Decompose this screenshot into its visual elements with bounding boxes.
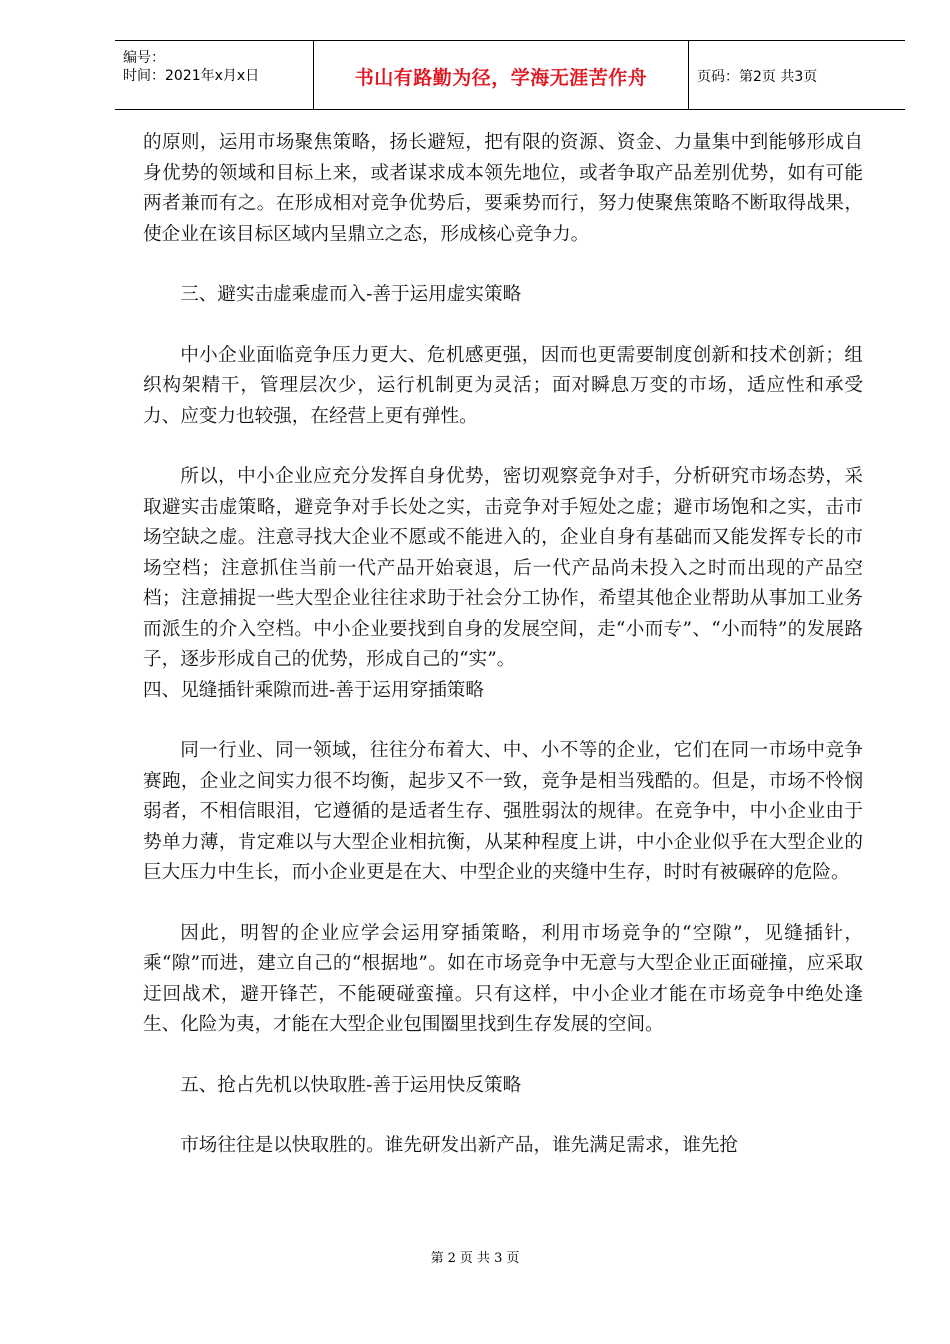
section-heading-3: 三、避实击虚乘虚而入-善于运用虚实策略 xyxy=(180,284,522,305)
page-footer xyxy=(0,1247,950,1266)
paragraph-1: 的原则，运用市场聚焦策略，扬长避短，把有限的资源、资金、力量集中到能够形成自身优势的领域和目标上来，或者谋求成本领先地位，或者争取产品差别优势，如有可能两者兼而有之。在形成相对竞争优势后，要乘势而行，努力使聚焦策略不断取得战果，使企业在该目标区域内呈鼎立之态，形成核心竞争力。 xyxy=(143,132,863,245)
paragraph-5: 因此，明智的企业应学会运用穿插策略，利用市场竞争的“空隙”，见缝插针，乘“隙”而进，建立自己的“根据地”。如在市场竞争中无意与大型企业正面碰撞，应采取迂回战术，避开锋芒，不能硬碰蛮撞。只有这样，中小企业才能在市场竞争中绝处逢生、化险为夷，才能在大型企业包围圈里找到生存发展的空间。 xyxy=(143,922,863,1035)
footer-total-pages: 3 xyxy=(494,1251,503,1266)
section-heading-5: 五、抢占先机以快取胜-善于运用快反策略 xyxy=(180,1074,522,1096)
paragraph-6: 市场往往是以快取胜的。谁先研发出新产品，谁先满足需求，谁先抢 xyxy=(180,1135,739,1156)
header-page-cell xyxy=(689,41,905,109)
footer-mid: 页 共 xyxy=(459,1251,491,1266)
header-motto: 书山有路勤为径，学海无涯苦作舟 xyxy=(354,67,648,89)
document-number-label: 编号： xyxy=(123,50,165,66)
footer-suffix: 页 xyxy=(506,1251,520,1266)
footer-page-number: 2 xyxy=(447,1251,456,1266)
header-page-code: 页码：第2页 共3页 xyxy=(697,69,818,85)
header-motto-cell xyxy=(314,41,689,109)
paragraph-2: 中小企业面临竞争压力更大、危机感更强，因而也更需要制度创新和技术创新；组织构架精干，管理层次少，运行机制更为灵活；面对瞬息万变的市场，适应性和承受力、应变力也较强，在经营上更有弹性。 xyxy=(143,344,863,427)
paragraph-4: 同一行业、同一领域，往往分布着大、中、小不等的企业，它们在同一市场中竞争赛跑，企业之间实力很不均衡，起步又不一致，竞争是相当残酷的。但是，市场不怜悯弱者，不相信眼泪，它遵循的是适者生存、强胜弱汰的规律。在竞争中，中小企业由于势单力薄，肯定难以与大型企业相抗衡，从某种程度上讲，中小企业似乎在大型企业的巨大压力中生长，而小企业更是在大、中型企业的夹缝中生存，时时有被碾碎的危险。 xyxy=(143,740,863,883)
footer-prefix: 第 xyxy=(430,1251,444,1266)
document-time-label: 时间：2021年x月x日 xyxy=(123,68,260,84)
document-header xyxy=(115,40,905,110)
document-body xyxy=(143,128,863,1162)
section-heading-4: 四、见缝插针乘隙而进-善于运用穿插策略 xyxy=(143,679,484,701)
paragraph-3: 所以，中小企业应充分发挥自身优势，密切观察竞争对手，分析研究市场态势，采取避实击虚策略，避竞争对手长处之实，击竞争对手短处之虚；避市场饱和之实，击市场空缺之虚。注意寻找大企业不愿或不能进入的，企业自身有基础而又能发挥专长的市场空档；注意抓住当前一代产品开始衰退，后一代产品尚未投入之时而出现的产品空档；注意捕捉一些大型企业往往求助于社会分工协作，希望其他企业帮助从事加工业务而派生的介入空档。中小企业要找到自身的发展空间，走“小而专”、“小而特”的发展路子，逐步形成自己的优势，形成自己的“实”。 xyxy=(143,466,863,670)
header-meta-cell xyxy=(115,41,314,109)
